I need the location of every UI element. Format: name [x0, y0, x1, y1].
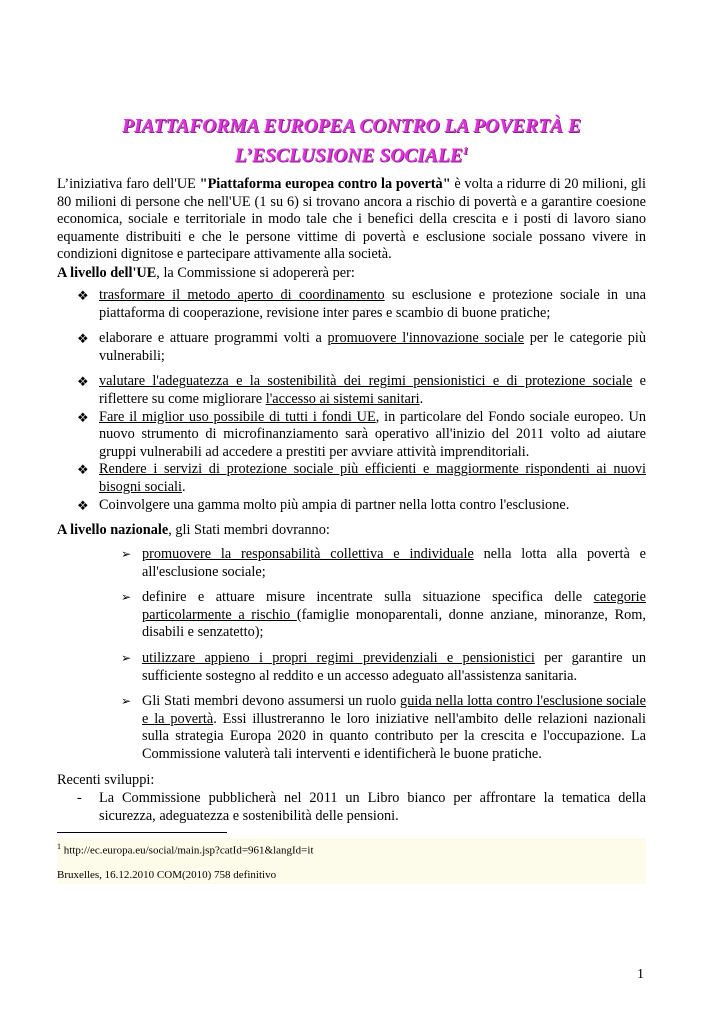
diamond-bullet-icon: ❖	[77, 288, 89, 303]
recent-developments-list	[57, 790, 646, 825]
page-number: 1	[637, 967, 644, 982]
diamond-bullet-icon: ❖	[77, 497, 89, 513]
eu-level-heading: A livello dell'UE, la Commissione si adopererà per:	[57, 265, 355, 281]
title-line-2: L’ESCLUSIONE SOCIALE$^1$	[234, 145, 469, 167]
list-item: ➢ utilizzare appieno i propri regimi previdenziali e pensionistici per garantire un sufficiente sostegno al reddito e un accesso adeguato all'assistenza sanitaria.	[121, 649, 646, 684]
intro-paragraph: L’iniziativa faro dell'UE "Piattaforma europea contro la povertà" è volta a ridurre di 20 milioni, gli 80 milioni di persone che nell'UE (1 su 6) si trovano ancora a rischio di povertà e a garantire coesione economica, sociale e territoriale in modo tale che i benefici della crescita e i posti di lavoro siano equamente distribuiti e che le persone vittime di povertà e esclusione sociale possano vivere in condizioni dignitose e partecipare attivamente alla società.	[57, 176, 646, 263]
footnote-1: $^1$ http://ec.europa.eu/social/main.jsp?catId=961&langId=it	[57, 842, 314, 857]
arrow-bullet-icon: ➢	[121, 547, 132, 561]
list-item: - La Commissione pubblicherà nel 2011 un Libro bianco per affrontare la tematica della sicurezza, adeguatezza e sostenibilità delle pensioni.	[77, 790, 646, 824]
arrow-bullet-icon: ➢	[121, 694, 132, 709]
diamond-bullet-icon: ❖	[77, 462, 89, 478]
national-level-list	[57, 546, 646, 764]
title-line-1: PIATTAFORMA EUROPEA CONTRO LA POVERTÀ E	[122, 116, 581, 137]
list-item: ❖ Rendere i servizi di protezione sociale più efficienti e maggiormente rispondenti ai nuovi bisogni sociali.	[77, 461, 646, 495]
document-title	[57, 115, 646, 169]
list-item: ❖ trasformare il metodo aperto di coordinamento su esclusione e protezione sociale in una piattaforma di cooperazione, revisione inter pares e scambio di buone pratiche;	[77, 287, 646, 321]
footnote-separator	[57, 832, 227, 833]
footnote-area	[57, 838, 646, 884]
list-item: ➢ Gli Stati membri devono assumersi un ruolo guida nella lotta contro l'esclusione sociale e la povertà. Essi illustreranno le loro iniziative nell'ambito delle relazioni nazionali sulla strategia Europa 2020 in quanto contributo per la crescita e l'occupazione. La Commissione valuterà tali interventi e identificherà le buone pratiche.	[121, 693, 646, 762]
recent-developments-heading: Recenti sviluppi:	[57, 772, 155, 788]
list-item: ❖ Coinvolgere una gamma molto più ampia di partner nella lotta contro l'esclusione.	[77, 496, 570, 513]
footnote-reference[interactable]: 1	[462, 145, 469, 157]
diamond-bullet-icon: ❖	[77, 409, 89, 425]
national-level-heading: A livello nazionale, gli Stati membri dovranno:	[57, 522, 330, 538]
list-item: ❖ elaborare e attuare programmi volti a promuovere l'innovazione sociale per le categorie più vulnerabili;	[77, 330, 646, 364]
list-item: ❖ valutare l'adeguatezza e la sostenibilità dei regimi pensionistici e di protezione sociale e riflettere su come migliorare l'accesso ai sistemi sanitari.	[77, 373, 646, 407]
list-item: ❖ Fare il miglior uso possibile di tutti i fondi UE, in particolare del Fondo sociale europeo. Un nuovo strumento di microfinanziamento sarà operativo all'inizio del 2011 volto ad aiutare gruppi vulnerabili ad accedere a prestiti per avviare attività imprenditoriali.	[77, 408, 646, 460]
diamond-bullet-icon: ❖	[77, 331, 89, 347]
arrow-bullet-icon: ➢	[121, 590, 132, 605]
list-item: ➢ definire e attuare misure incentrate sulla situazione specifica delle categorie particolarmente a rischio (famiglie monoparentali, donne anziane, minoranze, Rom, disabili e senzatetto);	[121, 589, 646, 641]
eu-level-list	[57, 287, 646, 514]
diamond-bullet-icon: ❖	[77, 374, 89, 390]
list-item: ➢ promuovere la responsabilità collettiva e individuale nella lotta alla povertà e all'esclusione sociale;	[121, 546, 646, 580]
document-reference: Bruxelles, 16.12.2010 COM(2010) 758 definitivo	[57, 869, 277, 881]
footnote-link[interactable]: http://ec.europa.eu/social/main.jsp?catId=961&langId=it	[61, 844, 314, 857]
arrow-bullet-icon: ➢	[121, 650, 132, 665]
dash-bullet-icon: -	[77, 790, 82, 806]
